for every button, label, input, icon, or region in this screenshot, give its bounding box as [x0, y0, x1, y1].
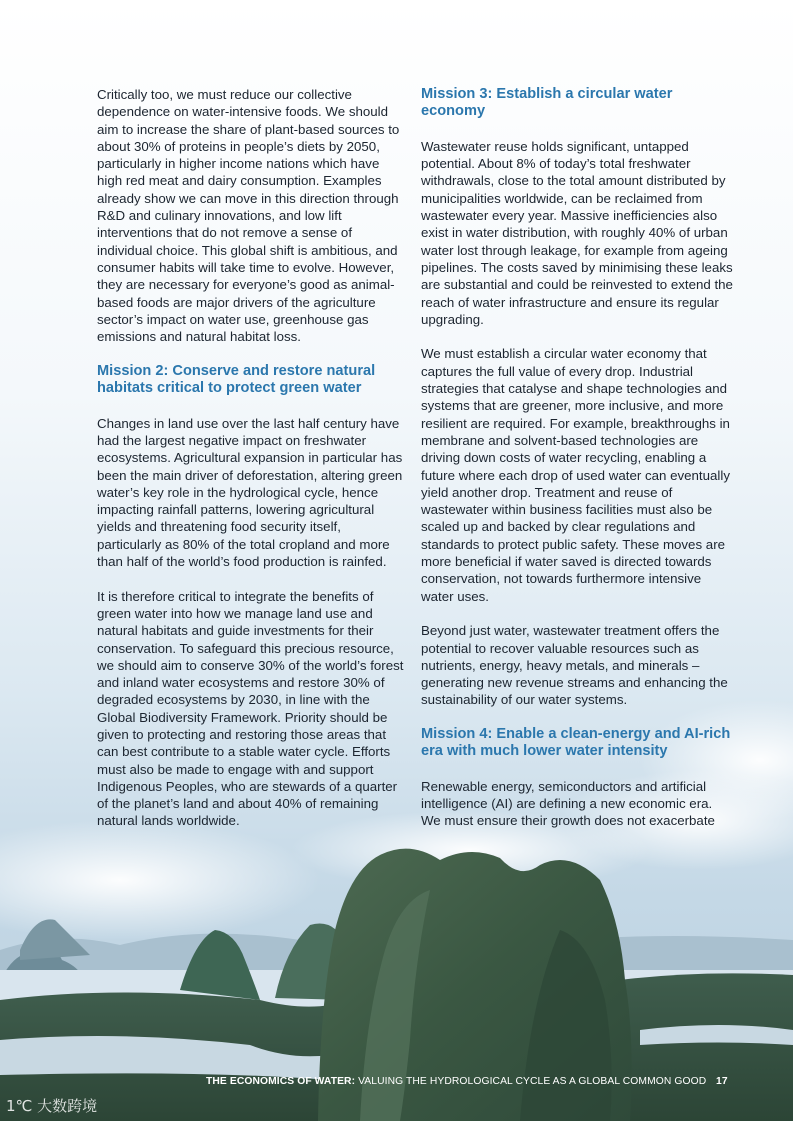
mission-4-heading: Mission 4: Enable a clean-energy and AI-rich era with much lower water intensity	[421, 725, 731, 760]
watermark-text: 1℃ 大数跨境	[6, 1097, 98, 1115]
right-column	[421, 86, 733, 847]
right-paragraph-3: Beyond just water, wastewater treatment offers the potential to recover valuable resources such as nutrients, energy, heavy metals, and minerals – generating new revenue streams and enhancing the sustainability of our water systems.	[421, 623, 728, 708]
footer-title-bold: THE ECONOMICS OF WATER:	[206, 1076, 356, 1087]
footer-title	[206, 1076, 706, 1087]
mission-2-heading: Mission 2: Conserve and restore natural habitats critical to protect green water	[97, 362, 376, 397]
left-paragraph-1: Critically too, we must reduce our collective dependence on water-intensive foods. We should aim to increase the share of plant-based sources to about 30% of proteins in people’s diets by 2050, particularly in higher income nations which have high red meat and dairy consumption. Examples already show we can move in this direction through R&D and culinary innovations, and low lift interventions that do not remove a sense of individual choice. This global shift is ambitious, and consumer habits will take time to evolve. However, they are necessary for everyone’s good as animal-based foods are major drivers of the agriculture sector’s impact on water use, greenhouse gas emissions and natural habitat loss.	[97, 87, 400, 345]
footer-title-rest: VALUING THE HYDROLOGICAL CYCLE AS A GLOBAL COMMON GOOD	[355, 1076, 707, 1087]
left-column	[97, 86, 407, 847]
right-paragraph-4: Renewable energy, semiconductors and artificial intelligence (AI) are defining a new economic era. We must ensure their growth does not exacerbate	[421, 778, 715, 829]
page-footer	[0, 1073, 793, 1093]
left-paragraph-2: Changes in land use over the last half century have had the largest negative impact on freshwater ecosystems. Agricultural expansion in particular has been the main driver of deforestation, altering green water’s key role in the hydrological cycle, hence impacting rainfall patterns, lowering agricultural yields and threatening food security itself, particularly as 80% of the total cropland and more than half of the world’s food production is rainfed.	[97, 415, 403, 570]
right-paragraph-2: We must establish a circular water economy that captures the full value of every drop. Industrial strategies that catalyse and shape technologies and systems that are greener, more inclusive, and more resilient are required. For example, breakthroughs in membrane and solvent-based technologies are driving down costs of water recycling, enabling a future where each drop of used water can eventually yield another drop. Treatment and reuse of wastewater within business facilities must also be scaled up and backed by clear regulations and standards to protect public safety. These moves are more beneficial if water saved is directed towards conservation, not towards furthermore intensive water uses.	[421, 346, 730, 604]
right-paragraph-1: Wastewater reuse holds significant, untapped potential. About 8% of today’s total freshwater withdrawals, close to the total amount distributed by municipalities worldwide, can be reclaimed from wastewater every year. Massive inefficiencies also exist in water distribution, with roughly 40% of urban water lost through leakage, for example from ageing pipelines. The costs saved by minimising these leaks are substantial and could be reinvested to extend the reach of water infrastructure and ensure its regular upgrading.	[421, 138, 733, 327]
page-number: 17	[716, 1076, 728, 1087]
mission-3-heading: Mission 3: Establish a circular water economy	[421, 86, 673, 120]
left-paragraph-3: It is therefore critical to integrate the benefits of green water into how we manage land use and natural habitats and guide investments for their conservation. To safeguard this precious resource, we should aim to conserve 30% of the world’s forest and inland water ecosystems and restore 30% of degraded ecosystems by 2030, in line with the Global Biodiversity Framework. Priority should be given to protecting and restoring those areas that can best contribute to a stable water cycle. Efforts must also be made to engage with and support Indigenous Peoples, who are stewards of a quarter of the planet’s land and about 40% of remaining natural lands worldwide.	[97, 588, 404, 829]
